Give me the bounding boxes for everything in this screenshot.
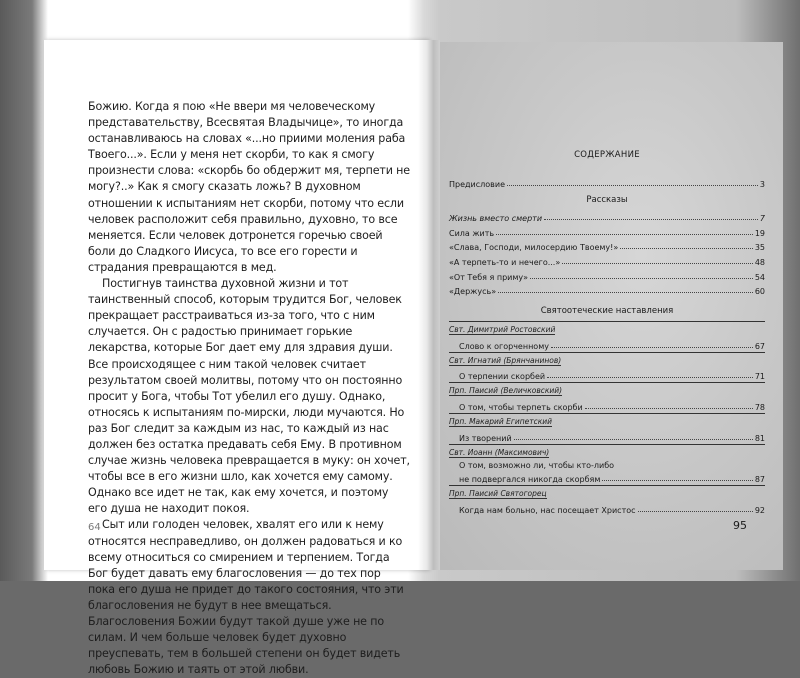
toc-entry-page: 7 [759, 214, 765, 224]
toc-entry [449, 209, 765, 224]
toc-entry-page: 67 [754, 341, 765, 351]
left-page-number: 64 [88, 522, 101, 533]
toc-entry [449, 470, 765, 485]
toc-entry [449, 223, 765, 238]
toc-entry-label: Жизнь вместо смерти [449, 214, 543, 224]
author-name: Свт. Иоанн (Максимович) [449, 447, 550, 457]
toc-entry-page: 81 [754, 433, 765, 443]
entry-divider [449, 444, 765, 445]
book-gutter [418, 40, 440, 570]
leader-dots [551, 347, 753, 348]
author-name: Прп. Макарий Египетский [449, 416, 553, 426]
toc-author [449, 488, 765, 500]
toc-entry [449, 252, 765, 267]
toc-author [449, 416, 765, 428]
entry-divider [449, 485, 765, 486]
toc-entry-label: «А терпеть-то и нечего...» [449, 257, 561, 267]
paragraph: Сыт или голоден человек, хвалят его или к нему относятся несправедливо, он должен радоваться и ко всему относиться со смирением и терпением. Тогда Бог будет давать ему благословения — до тех пор пока его душа не придет до такого состояния, что эти благословения не будут в нее вмещаться. Благословения Божии будут такой душе уже не по силам. И чем больше человек будет духовно преуспевать, тем в большей степени он будет видеть любовь Божию и таять от этой любви. [88, 518, 404, 677]
section-heading: Рассказы [586, 194, 628, 205]
toc-entry-label: «Слава, Господи, милосердию Твоему!» [449, 243, 619, 253]
toc-entry-page: 3 [759, 179, 765, 189]
toc-entry-label: Из творений [459, 433, 512, 443]
toc-entry [449, 500, 765, 515]
toc-entry-preface [449, 174, 765, 189]
leader-dots [498, 292, 753, 293]
toc-author [449, 355, 765, 367]
toc-entry-page: 78 [754, 402, 765, 412]
toc-entry-page: 35 [754, 243, 765, 253]
section-heading: Святоотеческие наставления [540, 306, 674, 317]
leader-dots [544, 219, 758, 220]
toc-entry-page: 60 [754, 287, 765, 297]
leader-dots [620, 248, 753, 249]
toc-entry-label: Слово к огорченному [459, 341, 549, 351]
toc-author [449, 385, 765, 397]
paragraph: Постигнув таинства духовной жизни и тот таинственный способ, которым трудится Бог, человек прекращает расстраиваться из-за того, что с ним случается. Он с радостью принимает горькие лекарства, которые Бог дает ему для здравия души. Все происходящее с ним такой человек считает результатом своей молитвы, потому что он постоянно просит у Бога, чтобы Тот убелил его душу. Однако, относясь к испытаниям по-мирски, люди мучаются. Но раз Бог следит за каждым из нас, то каждый из нас должен без остатка предавать себя Ему. В противном случае жизнь человека превращается в муку: он хочет, чтобы все в его жизни шло, как хочется ему самому. Однако все идет не так, как ему хочется, и поэтому его душа не находит покоя. [88, 277, 410, 516]
toc-entry-page: 54 [754, 272, 765, 282]
toc-title: СОДЕРЖАНИЕ [574, 150, 640, 160]
toc-entry-page: 71 [754, 372, 765, 382]
toc-entry [449, 238, 765, 253]
toc-entry-page: 19 [754, 228, 765, 238]
toc-entry-label: Сила жить [449, 228, 495, 238]
toc-entry-label: Когда нам больно, нас посещает Христос [459, 505, 636, 515]
toc-entry-line [449, 459, 765, 470]
leader-dots [562, 263, 753, 264]
toc-entry-label: не подвергался никогда скорбям [459, 475, 601, 485]
table-of-contents [449, 174, 765, 515]
paragraph: Божию. Когда я пою «Не ввери мя человеческому представательству, Всесвятая Владычице», то иногда останавливаюсь на словах «...но приими моления раба Твоего...». Если у меня нет скорби, то как я смогу произнести слова: «скорбь бо обдержит мя, терпети не могу?..» Как я смогу сказать ложь? В духовном отношении к испытаниям нет скорби, потому что если человек расположит себя правильно, духовно, то все меняется. Если человек дотронется горечью своей боли до Сладкого Иисуса, то все его горести и страдания превращаются в мед. [88, 100, 410, 274]
leader-dots [530, 278, 753, 279]
leader-dots [602, 480, 752, 481]
leader-dots [514, 439, 753, 440]
toc-entry [449, 336, 765, 351]
toc-entry [449, 397, 765, 412]
leader-dots [507, 185, 758, 186]
entry-divider [449, 382, 765, 383]
toc-entry-label: О том, чтобы терпеть скорби [459, 402, 583, 412]
toc-entry [449, 367, 765, 382]
toc-entry [449, 428, 765, 443]
leader-dots [585, 408, 753, 409]
section-divider [449, 321, 765, 322]
toc-entry-page: 87 [754, 475, 765, 485]
author-name: Свт. Игнатий (Брянчанинов) [449, 355, 562, 365]
toc-entry-label: О терпении скорбей [459, 372, 546, 382]
left-page-text [88, 99, 410, 678]
toc-entry-label: «Держусь» [449, 287, 497, 297]
toc-entry-page: 92 [754, 505, 765, 515]
toc-author [449, 447, 765, 459]
toc-entry [449, 267, 765, 282]
toc-entry-label: Предисловие [449, 179, 505, 189]
right-page-number: 95 [733, 519, 747, 532]
toc-author [449, 324, 765, 336]
toc-entry [449, 282, 765, 297]
leader-dots [496, 234, 753, 235]
toc-entry-label: «От Тебя я приму» [449, 272, 529, 282]
entry-divider [449, 352, 765, 353]
leader-dots [638, 511, 753, 512]
author-name: Прп. Паисий (Величковский) [449, 386, 563, 396]
author-name: Прп. Паисий Святогорец [449, 489, 547, 499]
toc-entry-page: 48 [754, 257, 765, 267]
entry-divider [449, 413, 765, 414]
toc-entry-label: О том, возможно ли, чтобы кто-либо [459, 460, 615, 470]
leader-dots [547, 377, 753, 378]
author-name: Свт. Димитрий Ростовский [449, 325, 556, 335]
